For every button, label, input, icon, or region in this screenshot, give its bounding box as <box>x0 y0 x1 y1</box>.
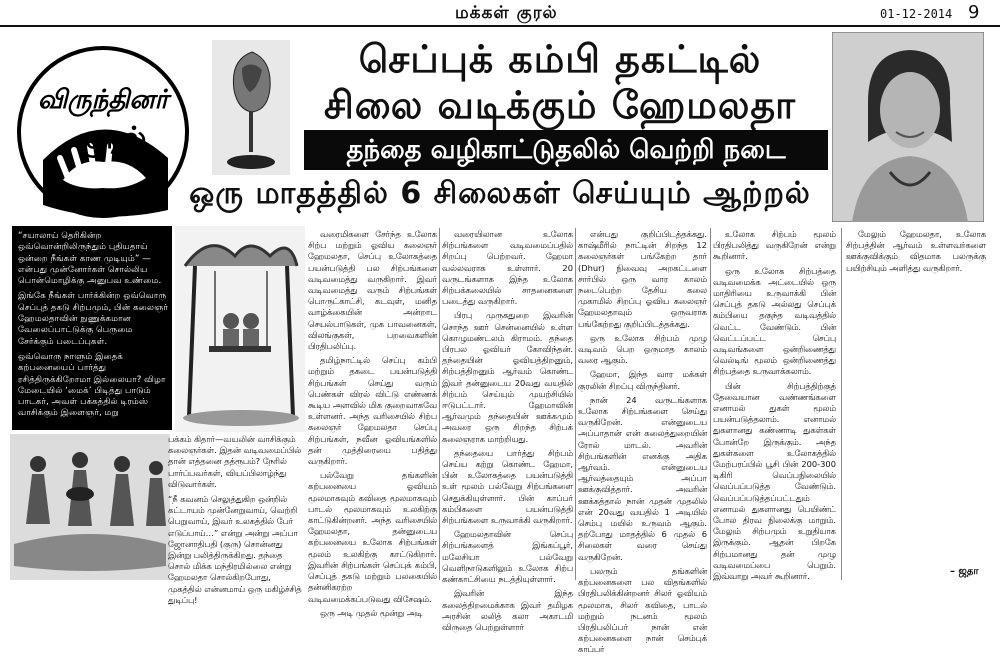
article-paragraph: பிரபு முருகதுறை இவரின் சொந்த ஊர் சென்னையில் உள்ள கொழுமண்டலம் கிராமம். தந்தை பிரபல ஓவியர் கோவிந்தன். தந்தையின் ஓவியத்திறனும், சிற்பத்திறனும் ஆர்வம் கொண்ட இவர் தன்னுடைய 20வது வயதில் சிற்பம் செய்யும் முயற்சியில் ஈடுபட்டார். ஹேமாவின் ஆர்வமும் தந்தையின் ஊக்கமும் அவரை ஒரு சிறந்த சிற்பக் கலைஞராக மாற்றியது. <box>442 310 573 444</box>
article-paragraph: பின் சிற்பத்திற்குத் தேவையான வண்ணங்களை எனாமல் துகள் மூலம் பயன்படுத்தலாம். எனாமல் துகளானது கண்ணாடி துகள்கள் போன்றே இருக்கும். அந்த துகள்களை உலோகத்தில் மேற்பரப்பில் பூசி பின் 200-300 டிகிரி வெப்பநிலையில் வெப்பப்படுத்த வேண்டும். வெப்பப்படுத்தப்பட்டதும் எனாமல் துகளானது பெயிண்ட் போல திரவ நிலைக்கு மாறும். மேலும் சிற்பமும் உறுதியாக இருக்கும். ஆதன் பிறகே சிற்பமானது தன் முழு வடிவமைப்பை பெறும். இவ்வாறு அவர் கூறினார். <box>713 380 836 582</box>
sidebar-2-paragraph: “நீ கவனம் செலுத்துகிற ஒன்றில் கட்டாயம் முன்னேறுவாய், வெற்றி பெறுவாய், இவர் உலகத்தில் பேர் எடுப்பாய்…” என்று அன்று அப்பா ஜோனாதிபதி (குரு) சொன்னது இன்று பலித்திருக்கிறது. தந்தை சொல் மிக்க மந்திரமில்லை என்று ஹேமலதா சொல்கிறபோது, முகத்தில் என்னமாய் ஒரு மகிழ்ச்சித் துடிப்பு! <box>168 494 302 605</box>
article-paragraph: ஒரு உலோக சிற்பம் முழு வடிவம் பெற ஒருமாத காலம் வரை ஆகும். <box>578 332 707 366</box>
masthead-rule <box>0 25 1000 27</box>
page-number: 9 <box>968 2 980 23</box>
article-paragraph: தமிழ்நாட்டில் செப்பு கம்பி மற்றும் தகடை பயன்படுத்தி சிற்பங்கள் செய்து வரும் பெண்கள் விரல் விட்டு எண்ணக் கூடிய அளவில் மிக குறைவாகவே உள்ளனர். அந்த வரிசையில் சிற்ப கலைஞர் ஹேமலதா செப்பு சிற்பங்கள், நவீன ஓவியங்களில் தன் முத்திரையை பதித்து வருகிறார். <box>308 355 437 467</box>
sidebar-1-text <box>18 231 168 424</box>
article-column-2 <box>442 229 573 636</box>
logo-text-line1: விருந்தினர் <box>37 85 169 115</box>
article-paragraph: இவரின் இந்த கலைத்திறமைக்காக இவர் தமிழக அரசின் லலித் கலா அகாடமி விருதை பெற்றுள்ளார் <box>442 588 573 632</box>
headline-deck: தந்தை வழிகாட்டுதலில் வெற்றி நடை <box>304 130 828 170</box>
sidebar-2-paragraph: பக்கம் கிதார்—வயலின் வாசிக்கும் கலைஞர்கள். இதன் வடிவமைப்பில் தான் எத்தனை தத்ரூபம்? நேரில் பார்ப்பவர்கள், வியப்பிலாழ்ந்து விடுவார்கள். <box>168 434 302 489</box>
article-paragraph: பல்வேறு தங்களின் கற்பனையை ஓவியம் மூலமாகவும் கவிதை மூலமாகவும் பாடல் மூலமாகவும் உலகிற்கு காட்டுகின்றனர். அந்த வரிசையில் ஹேமலதா, தன்னுடைய கற்பனையை உலோக சிற்பங்கள் மூலம் உலகிற்கு காட்டுகிறார். இவரின் சிற்பங்கள் செப்புக் கம்பி, செப்புத் தகடு மற்றும் பலகையில் தன்னிகரற்ற வடிவமைக்கப்படுவது விசேஷம். <box>308 470 437 604</box>
sidebar-1-paragraph: இங்கே நீங்கள் பார்க்கின்ற ஒவ்வொரு செப்புத் தகடு சிற்பமும், பின் கலைஞர் ஹேமலதாவின் நுணுக்கமான வேலைப்பாட்டுக்கு பெருமை சேர்க்கும் படைப்புகள். <box>18 291 168 347</box>
article-paragraph: தந்தையை பார்த்து சிற்பம் செய்ய கற்று கொண்ட ஹேமா, பின் உலோகத்தை பயன்படுத்தி உள் மூலம் பல்வேறு சிற்பங்களை செதுக்கியுள்ளார். பின் காப்பர் கம்பிகளை பயன்படுத்தி சிற்பங்களை உருவாக்கி வருகிறார். <box>442 447 573 526</box>
sidebar-2-text <box>168 434 306 610</box>
portrait-photo <box>832 32 984 222</box>
article-paragraph: ஹேமா, இந்த வார மக்கள் குரலின் சிறப்பு விருந்தினர். <box>578 369 707 391</box>
musicians-sculpture-photo <box>10 434 170 580</box>
article-paragraph: ஒரு அடி முதல் மூன்று அடி <box>320 607 423 618</box>
headline-line-2: சிலை வடிக்கும் ஹேமலதா <box>323 83 797 127</box>
article-paragraph: ஒரு உலோக சிற்பத்தை வடிவமைக்க அட்டையில் ஒரு மாதிரியை உருவாக்கி பின் செப்புத் தகடு அல்லது செப்புக் கம்பியை தகுந்த வடிவத்தில் வெட்ட வேண்டும். பின் வெட்டப்பட்ட செப்பு வடிவங்களை ஒன்றிணைத்து வெல்டிங் மூலம் ஒன்றிணைத்து சிற்பத்தை உருவாக்கலாம். <box>713 265 836 377</box>
column-rule <box>575 228 576 580</box>
issue-date: 01-12-2014 <box>880 7 953 21</box>
sidebar-1-paragraph: “சயாலாய் தெரிகின்ற ஒவ்வொன்றிலிருந்தும் புதியதாய் ஒன்றை நீங்கள் காண முடியும்” —என்பது முன்னோர்கள் சொல்லிய பொன்மொழிக்கு அனுபவ உண்மை. <box>18 231 162 287</box>
article-column-4 <box>713 229 836 585</box>
logo-text-line2: குரல் <box>79 121 147 156</box>
column-rule <box>710 228 711 580</box>
article-paragraph: மேலும் ஹேமலதா, உலோக சிற்பத்தின் ஆர்வம் உள்ளவர்களை ஊக்குவிக்கும் விதமாக பலருக்கு பயிற்சியும் அளித்து வருகிறார். <box>846 229 986 273</box>
article-column-5 <box>846 229 986 277</box>
newspaper-name: மக்கள் குரல் <box>455 3 558 23</box>
byline: – ஜதா <box>950 566 979 577</box>
article-column-1 <box>308 229 437 622</box>
headline-line-1: செப்புக் கம்பி தகட்டில் <box>358 37 762 81</box>
article-paragraph: என்பது குறிப்பிடத்தக்கது. காஷ்மீரில் நாட்டின் சிறந்த 12 கலைஞர்கள் பங்கேற்ற தார் (Dhur) நிவைவு அறகட்டளை சார்பில் ஒரு வார காலம் நடைபெற்ற தேசிய கலை முகாமில் சிறப்பு ஓவிய கலைஞர் ஹேமலதாவும் ஒருவராக பங்கேற்றது குறிப்பிடத்தக்கது. <box>578 229 707 329</box>
column-rule <box>841 228 842 580</box>
article-paragraph: வரையிலான உலோக சிற்பங்களை வடிவமைப்பதில் சிறப்பு பெற்றவர். ஹேமா வல்லவராக உள்ளார். 20 வருடங்களாக இந்த உலோக சிற்பக்கலையில் சாதனைகளை படைத்து வருகிறார். <box>442 229 573 307</box>
article-paragraph: வரைமிகளை சேர்ந்த உலோக சிற்ப மற்றும் ஓவிய கலைஞர் ஹேமலதா, செப்பு உலோகத்தை பயன்படுத்தி பல சிற்பங்களை வடிவமைத்து வருகிறார். இவர் வடிவமைத்து வரும் சிற்பங்கள் பொருட்காட்சி, கடவுள், மனித வாழ்க்கையின் அன்றாட செயல்பாடுகள், முக பாவனைகள், விலங்குகள், பறவைகளின் பிரதிபலிப்பு. <box>308 229 437 352</box>
sculpture-photo <box>212 40 290 175</box>
article-paragraph: நான் 24 வருடங்களாக உலோக சிற்பங்களை செய்து வருகிறேன். என்னுடைய அப்பாதான் என் கலைத்துறையின் ரோல் மாடல். அவரின் சிற்பங்களின் எனக்கு அதிக ஆர்வம். என்னுடைய ஆர்வத்தையும் அப்பா ஊக்குவித்தார். அவரின் ஊக்கத்தால் நான் முதன் முதலில் என் 20வது வயதில் 1 அடியில் செம்பு மயில் உருவம் ஆகும். தற்போது மாதத்தில் 6 முதல் 6 சிலைகள் வரை செய்து வருகிறேன். <box>578 394 707 562</box>
article-paragraph: பலரும் தங்களின் கற்பனைகளை பல விதங்களில் பிரதிபலிக்கின்றனர் சிலர் ஓவியம் மூலமாக, சிலர் கவிதை, பாடல் மற்றும் நடனம் மூலம் பிரதிபலிப்பர் நான் என் கற்பனைகளை நான் செம்புக் காப்பர் <box>578 565 707 655</box>
headline-tagline: ஒரு மாதத்தில் 6 சிலைகள் செய்யும் ஆற்றல் <box>189 176 811 211</box>
article-paragraph: ஹேமலதாவின் செப்பு சிற்பங்களைத் இங்கப்பூர், மலேசியா பல்வேறு வெளிநாடுகளிலும் உலோக சிற்ப கண்காட்சியை நடத்தியுள்ளார். <box>442 529 573 585</box>
column-rule <box>439 228 440 580</box>
swing-sculpture-photo <box>175 226 305 432</box>
article-column-3 <box>578 229 707 659</box>
sidebar-1-paragraph: ஒவ்வொரு நாளும் இதைக் கற்பனையைப் பார்த்து ரசித்திருக்கிறோமா இல்லையா? விழா மேடையில் ‘மைக்’ பிடித்து பாடும் பாடகர், அவள் பக்கத்தில் டிரம்ஸ் வாசிக்கும் இளைஞர், மறு <box>18 351 166 419</box>
article-paragraph: உலோக சிற்பம் மூலம் பிரதிபலித்து வருகிறேன் என்று கூறினார். <box>713 229 836 262</box>
